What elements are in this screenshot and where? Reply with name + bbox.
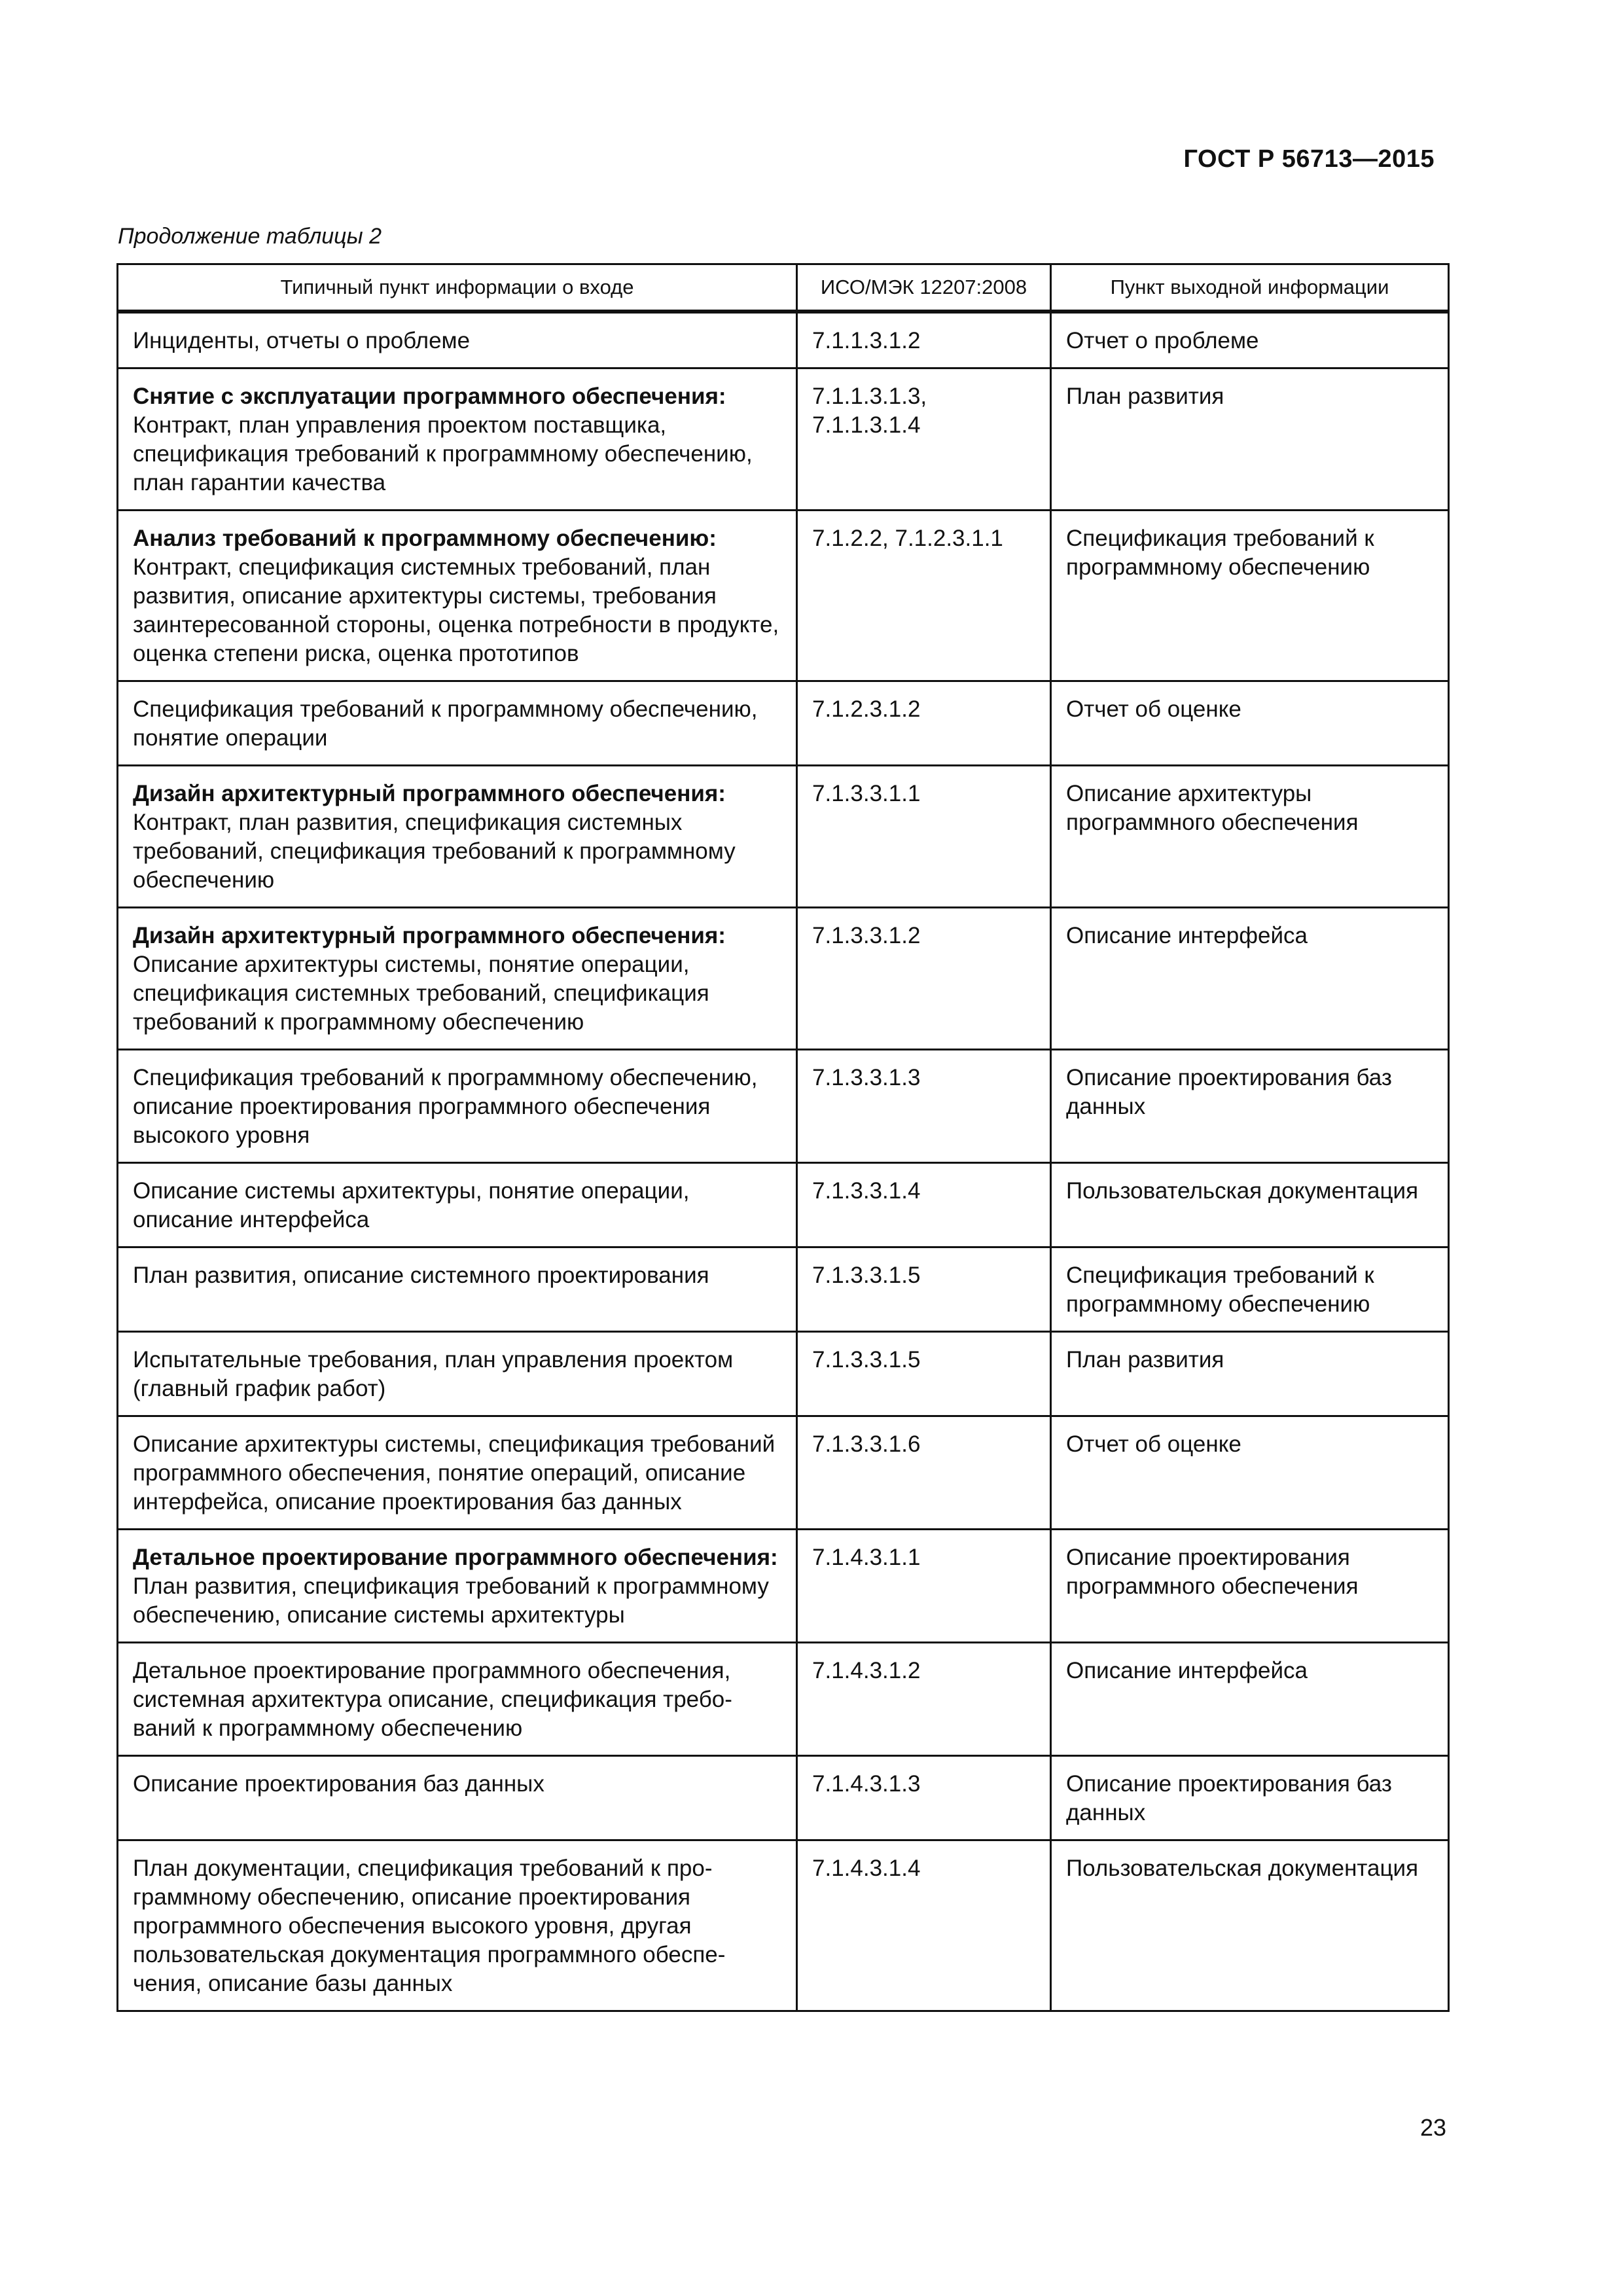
column-header-reference: ИСО/МЭК 12207:2008 — [797, 264, 1051, 312]
table-row — [118, 1332, 1449, 1416]
standard-reference-cell: 7.1.4.3.1.4 — [797, 1840, 1051, 2011]
input-info-text: Описание архитектуры системы, спецификация требований программного обеспечения, понятие операций, описание интерфейса, описание проектирования баз данных — [133, 1431, 776, 1515]
input-info-cell — [118, 1416, 797, 1530]
table-row — [118, 1416, 1449, 1530]
output-info-cell: Описание интерфейса — [1051, 1643, 1449, 1756]
table-row — [118, 1050, 1449, 1163]
input-info-cell — [118, 511, 797, 681]
standard-reference-cell: 7.1.3.3.1.4 — [797, 1163, 1051, 1247]
process-title: Анализ требований к программному обеспечению: — [133, 526, 717, 551]
input-info-cell — [118, 766, 797, 908]
output-info-cell: Спецификация требований к программному обеспечению — [1051, 1247, 1449, 1332]
standard-reference-cell: 7.1.4.3.1.1 — [797, 1530, 1051, 1643]
input-info-text: План развития, описание системного проектирования — [133, 1263, 709, 1288]
document-code: ГОСТ Р 56713—2015 — [1183, 145, 1435, 173]
input-info-cell — [118, 1530, 797, 1643]
column-header-output: Пункт выходной информации — [1051, 264, 1449, 312]
table-row — [118, 766, 1449, 908]
table-row — [118, 681, 1449, 766]
input-info-text: Детальное проектирование программного обеспечения, системная архитектура описание, спецификация требований к программному обеспечению — [133, 1658, 732, 1741]
process-title: Дизайн архитектурный программного обеспечения: — [133, 781, 726, 806]
output-info-cell: Спецификация требований к программному обеспечению — [1051, 511, 1449, 681]
output-info-cell: Описание проектирования баз данных — [1051, 1756, 1449, 1840]
input-info-text: Описание архитектуры системы, понятие операции, спецификация системных требований, спецификация требований к программному обеспечению — [133, 952, 709, 1035]
process-title: Дизайн архитектурный программного обеспечения: — [133, 923, 726, 948]
output-info-cell: Пользовательская документация — [1051, 1163, 1449, 1247]
standard-reference-cell: 7.1.3.3.1.1 — [797, 766, 1051, 908]
input-info-text: Спецификация требований к программному обеспечению, описание проектирования программного обеспечения высокого уровня — [133, 1065, 758, 1148]
input-info-cell — [118, 908, 797, 1050]
input-info-cell — [118, 1840, 797, 2011]
input-info-text: Инциденты, отчеты о проблеме — [133, 328, 471, 353]
table-row — [118, 368, 1449, 511]
standard-reference-cell: 7.1.4.3.1.2 — [797, 1643, 1051, 1756]
output-info-cell: Пользовательская документация — [1051, 1840, 1449, 2011]
input-info-text: Контракт, план развития, спецификация системных требований, спецификация требований к программному обеспечению — [133, 810, 736, 893]
output-info-cell: Описание проектирования баз данных — [1051, 1050, 1449, 1163]
table-header-row — [118, 264, 1449, 312]
output-info-cell: Отчет об оценке — [1051, 681, 1449, 766]
table-caption: Продолжение таблицы 2 — [118, 224, 382, 249]
standard-reference-cell: 7.1.3.3.1.3 — [797, 1050, 1051, 1163]
input-info-text: Описание проектирования баз данных — [133, 1771, 544, 1797]
table-body — [118, 312, 1449, 2011]
standard-reference-cell: 7.1.2.3.1.2 — [797, 681, 1051, 766]
output-info-cell: Описание интерфейса — [1051, 908, 1449, 1050]
input-info-cell — [118, 368, 797, 511]
table-row — [118, 1840, 1449, 2011]
output-info-cell: План развития — [1051, 1332, 1449, 1416]
input-info-cell — [118, 1756, 797, 1840]
input-info-text: Испытательные требования, план управления проектом (главный график работ) — [133, 1347, 734, 1401]
input-info-text: План развития, спецификация требований к программному обеспечению, описание системы архитектуры — [133, 1573, 769, 1628]
output-info-cell: Описание архитектуры программного обеспечения — [1051, 766, 1449, 908]
column-header-input: Типичный пункт информации о входе — [118, 264, 797, 312]
input-info-text: План документации, спецификация требований к программному обеспечению, описание проектирования программного обеспечения высокого уровня, другая пользовательская документация программного обеспечения, описание базы данных — [133, 1856, 726, 1996]
output-info-cell: Отчет о проблеме — [1051, 312, 1449, 368]
standard-reference-cell: 7.1.1.3.1.2 — [797, 312, 1051, 368]
input-info-cell — [118, 1643, 797, 1756]
input-info-text: Контракт, спецификация системных требований, план развития, описание архитектуры системы, требования заинтересованной стороны, оценка потребности в продукте, оценка степени риска, оценка прототипов — [133, 554, 779, 666]
input-info-cell — [118, 1163, 797, 1247]
standard-reference-cell: 7.1.4.3.1.3 — [797, 1756, 1051, 1840]
standard-reference-cell: 7.1.3.3.1.2 — [797, 908, 1051, 1050]
table-row — [118, 1643, 1449, 1756]
process-title: Детальное проектирование программного обеспечения: — [133, 1545, 778, 1570]
table-row — [118, 312, 1449, 368]
standard-reference-cell: 7.1.1.3.1.3, 7.1.1.3.1.4 — [797, 368, 1051, 511]
input-info-cell — [118, 1050, 797, 1163]
standard-reference-cell: 7.1.3.3.1.5 — [797, 1332, 1051, 1416]
table-row — [118, 1163, 1449, 1247]
page-number: 23 — [1419, 2114, 1446, 2141]
standard-reference-cell: 7.1.2.2, 7.1.2.3.1.1 — [797, 511, 1051, 681]
input-info-text: Контракт, план управления проектом поставщика, спецификация требований к программному обеспечению, план гарантии качества — [133, 412, 753, 495]
table-row — [118, 1530, 1449, 1643]
input-info-cell — [118, 1332, 797, 1416]
process-title: Снятие с эксплуатации программного обеспечения: — [133, 384, 726, 409]
requirements-table — [116, 263, 1450, 2012]
table-row — [118, 1756, 1449, 1840]
output-info-cell: Описание проектирования программного обеспечения — [1051, 1530, 1449, 1643]
standard-reference-cell: 7.1.3.3.1.6 — [797, 1416, 1051, 1530]
table-row — [118, 511, 1449, 681]
output-info-cell: План развития — [1051, 368, 1449, 511]
standard-reference-cell: 7.1.3.3.1.5 — [797, 1247, 1051, 1332]
input-info-text: Спецификация требований к программному обеспечению, понятие операции — [133, 696, 758, 751]
output-info-cell: Отчет об оценке — [1051, 1416, 1449, 1530]
input-info-text: Описание системы архитектуры, понятие операции, описание интерфейса — [133, 1178, 690, 1232]
input-info-cell — [118, 1247, 797, 1332]
input-info-cell — [118, 681, 797, 766]
table-row — [118, 1247, 1449, 1332]
table-row — [118, 908, 1449, 1050]
input-info-cell — [118, 312, 797, 368]
